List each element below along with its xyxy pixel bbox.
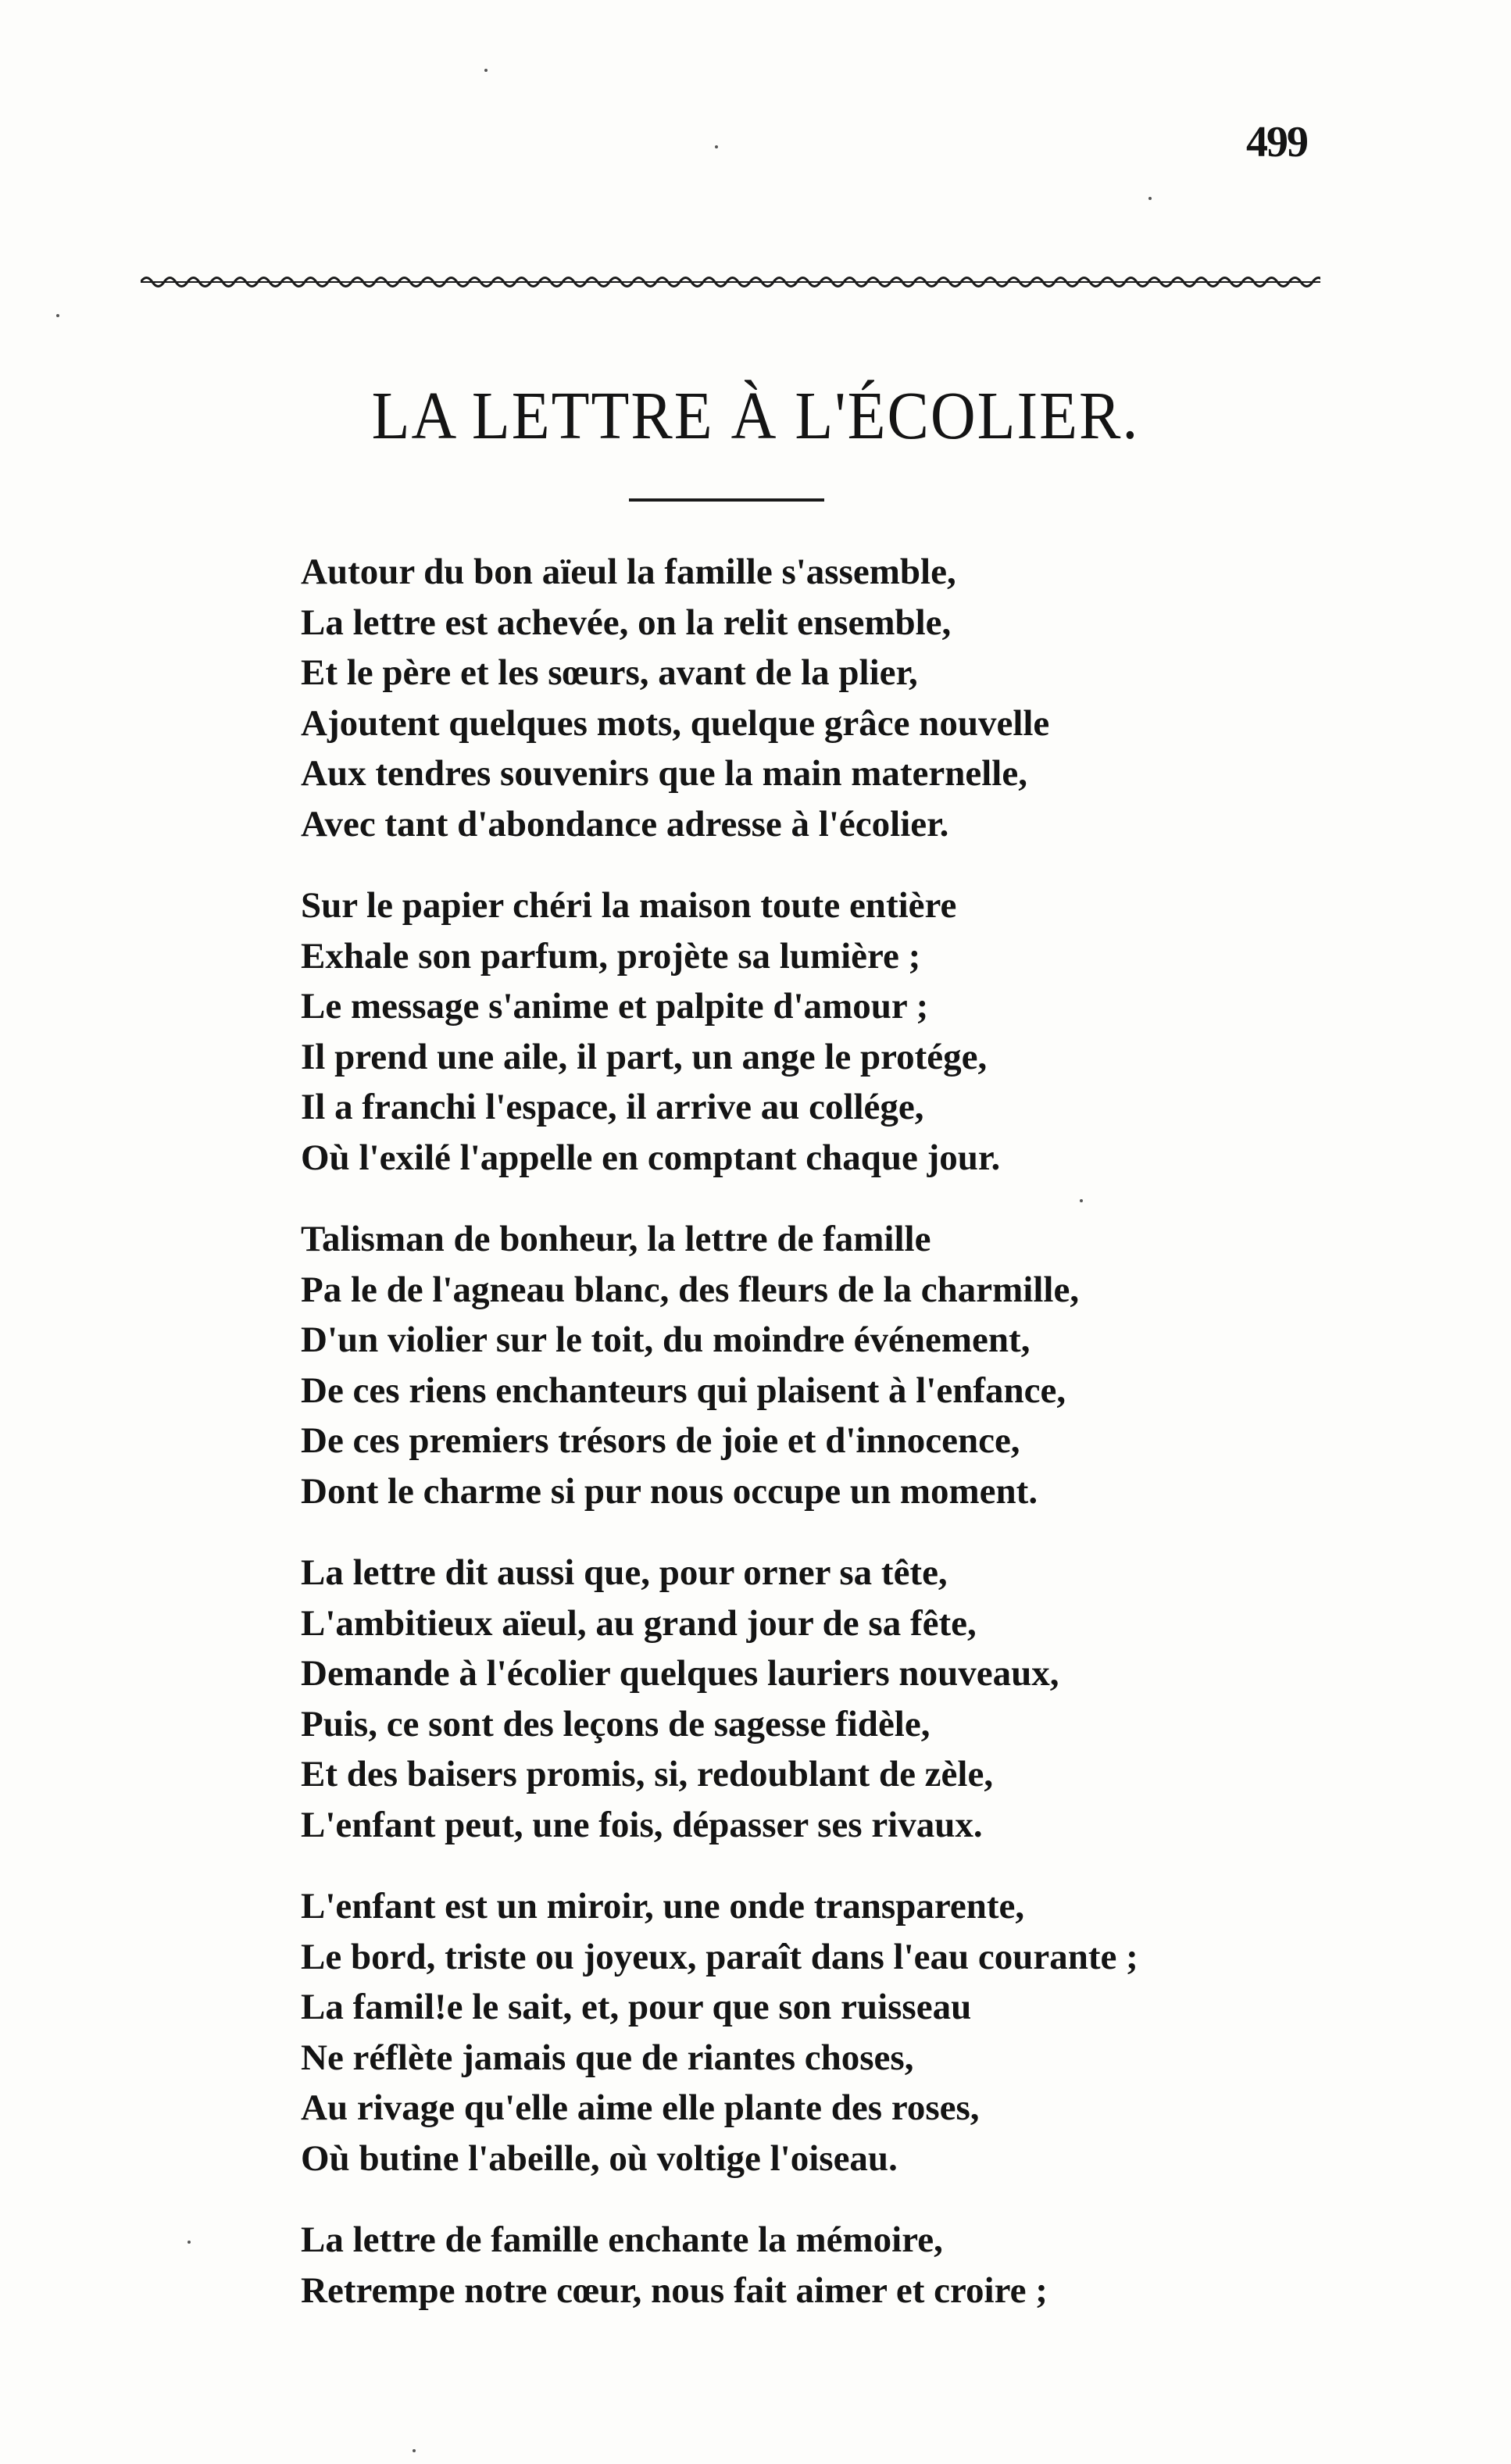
page-title: LA LETTRE À L'ÉCOLIER. (371, 379, 1140, 454)
stanza (301, 547, 1277, 849)
verse-line: Retrempe notre cœur, nous fait aimer et croire ; (301, 2269, 1048, 2311)
verse-line: Et des baisers promis, si, redoublant de zèle, (301, 1754, 994, 1794)
verse-line: Autour du bon aïeul la famille s'assemble, (301, 552, 956, 592)
verse-line: La lettre dit aussi que, pour orner sa tête, (301, 1552, 948, 1593)
verse-line: Talisman de bonheur, la lettre de famille (301, 1219, 931, 1259)
verse-line: Dont le charme si pur nous occupe un moment. (301, 1470, 1038, 1512)
poem (301, 547, 1277, 2347)
verse-line: Et le père et les sœurs, avant de la plier, (301, 652, 918, 693)
print-speck (1080, 1199, 1083, 1202)
title-rule (629, 498, 824, 502)
print-speck (484, 69, 488, 72)
verse-line: Exhale son parfum, projète sa lumière ; (301, 935, 921, 977)
verse-line: De ces riens enchanteurs qui plaisent à l'enfance, (301, 1369, 1066, 1411)
verse-line: La lettre est achevée, on la relit ensemble, (301, 602, 952, 643)
verse-line: Le bord, triste ou joyeux, paraît dans l'eau courante ; (301, 1936, 1138, 1977)
verse-line: L'ambitieux aïeul, au grand jour de sa fête, (301, 1602, 977, 1644)
verse-line: Où l'exilé l'appelle en comptant chaque jour. (301, 1137, 1001, 1178)
ornamental-border (141, 272, 1320, 292)
verse-line: L'enfant est un miroir, une onde transparente, (301, 1886, 1025, 1927)
stanza (301, 1881, 1277, 2184)
print-speck (413, 2449, 416, 2452)
print-speck (715, 145, 718, 148)
verse-line: Le message s'anime et palpite d'amour ; (301, 986, 929, 1027)
verse-line: Il prend une aile, il part, un ange le protége, (301, 1036, 988, 1077)
stanza (301, 2215, 1277, 2316)
verse-line: Aux tendres souvenirs que la main maternelle, (301, 753, 1027, 794)
verse-line: La famil!e le sait, et, pour que son ruisseau (301, 1987, 972, 2027)
print-speck (1148, 197, 1152, 200)
verse-line: Ajoutent quelques mots, quelque grâce nouvelle (301, 702, 1050, 744)
verse-line: Puis, ce sont des leçons de sagesse fidèle, (301, 1703, 931, 1744)
verse-line: De ces premiers trésors de joie et d'innocence, (301, 1420, 1020, 1461)
stanza (301, 880, 1277, 1183)
print-speck (56, 314, 59, 317)
verse-line: D'un violier sur le toit, du moindre événement, (301, 1319, 1031, 1360)
verse-line: Au rivage qu'elle aime elle plante des roses, (301, 2087, 980, 2128)
stanza (301, 1214, 1277, 1516)
verse-line: La lettre de famille enchante la mémoire, (301, 2219, 943, 2260)
verse-line: Avec tant d'abondance adresse à l'écolier. (301, 803, 949, 845)
verse-line: L'enfant peut, une fois, dépasser ses rivaux. (301, 1804, 983, 1845)
print-speck (188, 2241, 191, 2244)
page-number: 499 (1246, 118, 1307, 166)
verse-line: Sur le papier chéri la maison toute entière (301, 885, 957, 926)
verse-line: Il a franchi l'espace, il arrive au collége, (301, 1087, 924, 1127)
verse-line: Ne réflète jamais que de riantes choses, (301, 2037, 914, 2078)
verse-line: Où butine l'abeille, où voltige l'oiseau. (301, 2137, 898, 2179)
stanza (301, 1548, 1277, 1850)
verse-line: Pa le de l'agneau blanc, des fleurs de la charmille, (301, 1269, 1080, 1310)
verse-line: Demande à l'écolier quelques lauriers nouveaux, (301, 1653, 1059, 1694)
